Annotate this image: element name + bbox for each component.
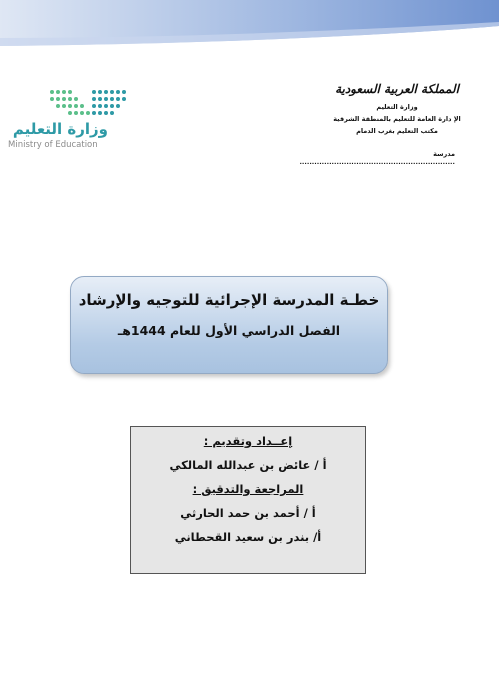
credits-box xyxy=(130,426,366,574)
office-name: مكتب التعليم بغرب الدمام xyxy=(356,127,438,135)
reviewer-2: أ/ بندر بن سعيد القحطاني xyxy=(174,530,322,544)
decorative-top-band xyxy=(0,0,499,48)
review-heading: المراجعة والتدقيق : xyxy=(192,482,304,496)
logo-dots-icon xyxy=(48,88,130,116)
reviewer-1: أ / أحمد بن حمد الحارثي xyxy=(180,506,316,520)
school-name-line: مدرسة ............................................................... xyxy=(299,150,455,166)
plan-title-box xyxy=(70,276,388,374)
kingdom-name: المملكة العربية السعودية xyxy=(335,82,459,96)
prepared-heading: إعــداد وتقديم : xyxy=(203,434,293,448)
logo-arabic-text: وزارة التعليم xyxy=(12,120,108,138)
prepared-by: أ / عائض بن عبدالله المالكي xyxy=(169,458,327,472)
ministry-header xyxy=(299,82,477,166)
plan-title: خطـة المدرسة الإجرائية للتوجيه والإرشاد xyxy=(78,291,380,309)
logo-english-text: Ministry of Education xyxy=(8,140,98,150)
ministry-logo xyxy=(8,88,128,158)
plan-subtitle: الفصل الدراسي الأول للعام 1444هـ xyxy=(117,323,341,338)
directorate-name: الإ دارة العامة للتعليم بالمنطقة الشرقية xyxy=(333,115,461,123)
ministry-name: وزارة التعليم xyxy=(376,103,418,111)
